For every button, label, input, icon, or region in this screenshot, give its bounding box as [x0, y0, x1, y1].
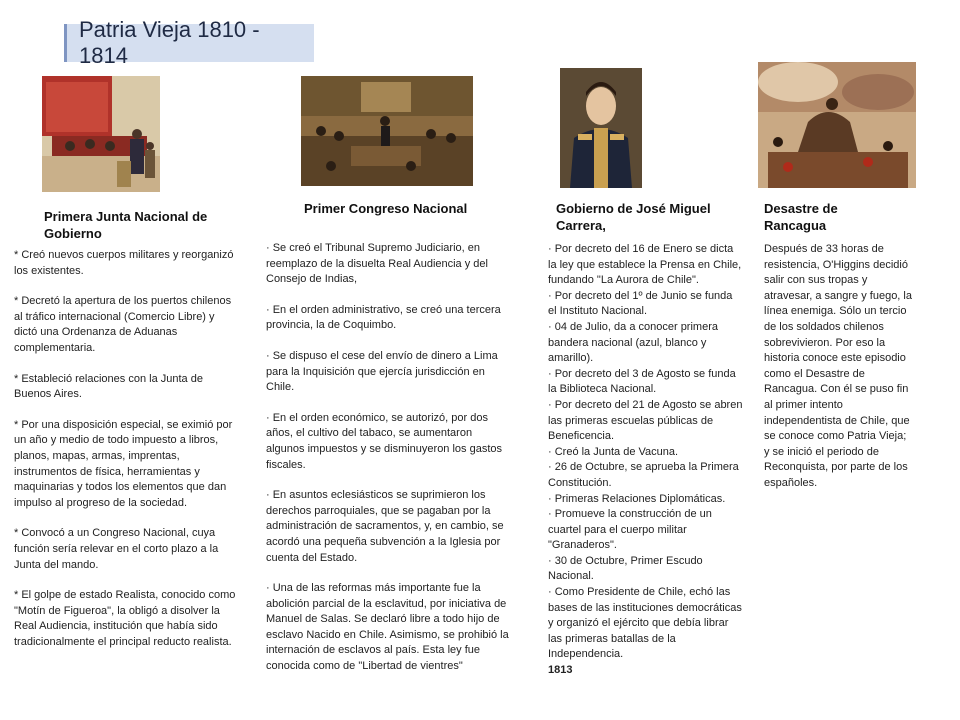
list-item: · 26 de Octubre, se aprueba la Primera Constitución.: [548, 461, 739, 489]
list-item: · Por decreto del 3 de Agosto se funda la Biblioteca Nacional.: [548, 367, 736, 396]
list-item: · Por decreto del 16 de Enero se dicta la ley que establece la Prensa en Chile, fundando "La Aurora de Chile".: [548, 243, 742, 287]
column-primera-junta: [14, 208, 236, 650]
column-body: [266, 241, 510, 675]
list-item: · Creó la Junta de Vacuna.: [548, 445, 679, 458]
list-item: * El golpe de estado Realista, conocido como "Motín de Figueroa", la obligó a disolver la Real Audiencia, institución que había sido tradicionalmente el principal reducto realista.: [14, 589, 236, 648]
list-item: · En el orden económico, se autorizó, por dos años, el cultivo del tabaco, se aumentaron algunos impuestos y se disminuyeron los gastos fiscales.: [266, 411, 503, 471]
rancagua-painting: [758, 62, 916, 188]
column-primer-congreso: [266, 200, 510, 675]
column-heading: Primer Congreso Nacional: [304, 201, 468, 216]
list-item: * Creó nuevos cuerpos militares y reorganizó los existentes.: [14, 249, 234, 277]
column-body: [548, 242, 744, 679]
year-label: 1813: [548, 664, 573, 677]
junta-painting: [42, 76, 160, 192]
slide-title: Patria Vieja 1810 - 1814: [64, 24, 314, 62]
paragraph: Después de 33 horas de resistencia, O'Higgins decidió salir con sus tropas y atravesar, a sangre y fuego, la línea enemiga. Sólo un tercio de los soldados chilenos sobrevivieron. Por eso la historia conoce este episodio como el Desastre de Rancagua. Con él se puso fin al primer intento independentista de Chile, que se conoce como Patria Vieja; y se inició el periodo de Reconquista, por parte de los españoles.: [764, 243, 912, 489]
column-carrera: [548, 200, 744, 679]
list-item: · Por decreto del 1º de Junio se funda el Instituto Nacional.: [548, 289, 733, 318]
list-item: · Primeras Relaciones Diplomáticas.: [548, 492, 726, 505]
column-heading: Gobierno de José Miguel Carrera,: [556, 201, 711, 233]
list-item: · Como Presidente de Chile, echó las bases de las instituciones democráticas y organizó el ejército que debía librar las primeras batallas de la Independencia.: [548, 586, 742, 661]
carrera-portrait: [560, 68, 642, 188]
column-heading: Desastre de Rancagua: [764, 201, 838, 233]
list-item: * Estableció relaciones con la Junta de Buenos Aires.: [14, 372, 203, 401]
column-body: [14, 248, 236, 650]
list-item: · En el orden administrativo, se creó una tercera provincia, la de Coquimbo.: [266, 303, 501, 332]
list-item: · Una de las reformas más importante fue la abolición parcial de la esclavitud, por iniciativa de Manuel de Salas. Se declaró libre a todo hijo de esclavo Nacido en Chile. Asimismo, se prohibió la internación de esclavos al país. Esta ley fue conocida como de "Libertad de vientres": [266, 582, 509, 673]
list-item: * Convocó a un Congreso Nacional, cuya función sería relevar en el corto plazo a la Junta del mando.: [14, 527, 219, 571]
list-item: · 30 de Octubre, Primer Escudo Nacional.: [548, 554, 703, 583]
column-body: [764, 242, 914, 492]
column-rancagua: [764, 200, 914, 492]
column-heading: Primera Junta Nacional de Gobierno: [44, 209, 208, 241]
list-item: · 04 de Julio, da a conocer primera bandera nacional (azul, blanco y amarillo).: [548, 320, 718, 365]
list-item: · En asuntos eclesiásticos se suprimieron los derechos parroquiales, que se pagaban por la administración de sacramentos, y, en cambio, se acordó una pequeña subvención a la Iglesia por cuenta del Estado.: [266, 489, 504, 564]
list-item: · Se creó el Tribunal Supremo Judiciario, en reemplazo de la disuelta Real Audiencia y del Consejo de Indias,: [266, 242, 488, 286]
list-item: · Se dispuso el cese del envío de dinero a Lima para la Inquisición que ejercía jurisdicción en Chile.: [266, 349, 498, 394]
list-item: · Por decreto del 21 de Agosto se abren las primeras escuelas públicas de Beneficencia.: [548, 398, 743, 443]
list-item: * Decretó la apertura de los puertos chilenos al tráfico internacional (Comercio Libre) y dictó una Ordenanza de Aduanas complementaria.: [14, 295, 232, 354]
list-item: * Por una disposición especial, se eximió por un año y medio de todo impuesto a libros, planos, mapas, armas, imprentas, instrumentos de física, herramientas y maquinarias y todos los elementos que dan impulso al progreso de la sociedad.: [14, 418, 233, 509]
congreso-painting: [301, 76, 473, 186]
list-item: · Promueve la construcción de un cuartel para el cuerpo militar "Granaderos".: [548, 508, 712, 552]
